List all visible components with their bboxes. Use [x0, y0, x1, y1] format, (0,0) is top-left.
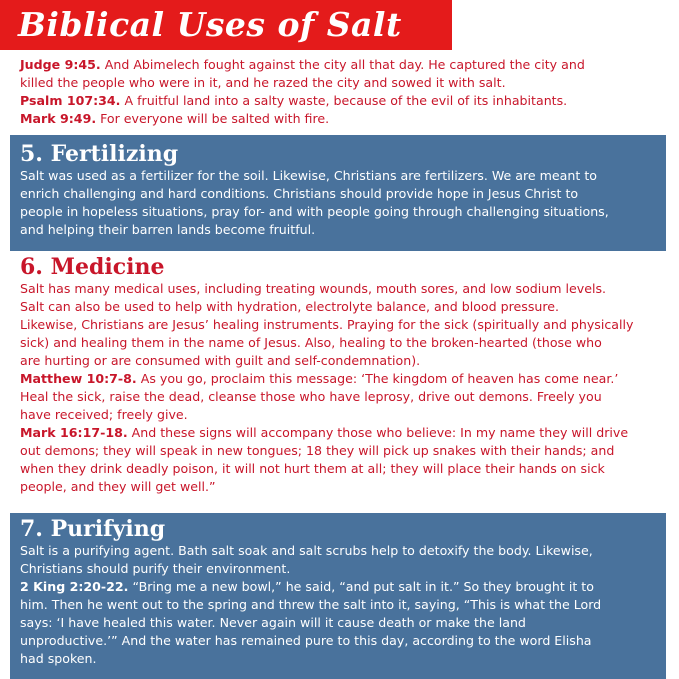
section-title: 5. Fertilizing: [20, 141, 179, 167]
section-text-line: Salt is a purifying agent. Bath salt soak and salt scrubs help to detoxify the body. Likewise,: [20, 543, 593, 558]
section-text-line: and helping their barren lands become fruitful.: [20, 222, 316, 237]
intro-references: [20, 56, 670, 128]
verse-text-line: killed the people who were in it, and he razed the city and sowed it with salt.: [20, 75, 506, 90]
verse-ref: Mark 9:49.: [20, 111, 97, 126]
section-title: 6. Medicine: [20, 254, 165, 280]
section-text-line: are hurting or are consumed with guilt and self-condemnation).: [20, 353, 421, 368]
verse-text-line: unproductive.’” And the water has remained pure to this day, according to the word Elisha: [20, 633, 592, 648]
verse-psalm: [20, 92, 670, 110]
verse-judge: [20, 56, 670, 74]
section-medicine: [20, 254, 670, 496]
verse-text-line: says: ‘I have healed this water. Never again will it cause death or make the land: [20, 615, 526, 630]
verse-kings: [20, 578, 665, 596]
verse-mark-16: [20, 424, 670, 442]
verse-text-line: had spoken.: [20, 651, 97, 666]
verse-text: And Abimelech fought against the city all that day. He captured the city and: [100, 57, 585, 72]
verse-text-line: have received; freely give.: [20, 407, 188, 422]
section-text-line: Salt was used as a fertilizer for the soil. Likewise, Christians are fertilizers. We are meant to: [20, 168, 597, 183]
verse-ref: Matthew 10:7-8.: [20, 371, 137, 386]
section-text-line: Likewise, Christians are Jesus’ healing instruments. Praying for the sick (spiritually and physically: [20, 317, 634, 332]
section-fertilizing: [10, 135, 666, 251]
verse-text-line: Heal the sick, raise the dead, cleanse those who have leprosy, drive out demons. Freely you: [20, 389, 602, 404]
verse-ref: Psalm 107:34.: [20, 93, 121, 108]
verse-mark: [20, 110, 670, 128]
verse-text-line: out demons; they will speak in new tongues; 18 they will pick up snakes with their hands; and: [20, 443, 615, 458]
section-purifying: [10, 513, 666, 679]
section-text-line: Salt has many medical uses, including treating wounds, mouth sores, and low sodium levels.: [20, 281, 607, 296]
section-title: 7. Purifying: [20, 516, 166, 542]
verse-text: As you go, proclaim this message: ‘The kingdom of heaven has come near.’: [136, 371, 619, 386]
section-text-line: sick) and healing them in the name of Jesus. Also, healing to the broken-hearted (those who: [20, 335, 602, 350]
verse-text: For everyone will be salted with fire.: [96, 111, 330, 126]
verse-text-line: when they drink deadly poison, it will not hurt them at all; they will place their hands on sick: [20, 461, 605, 476]
section-text-line: Salt can also be used to help with hydration, electrolyte balance, and blood pressure.: [20, 299, 560, 314]
verse-text: A fruitful land into a salty waste, because of the evil of its inhabitants.: [120, 93, 568, 108]
verse-ref: 2 King 2:20-22.: [20, 579, 129, 594]
title-banner: [0, 0, 452, 50]
section-text-line: enrich challenging and hard conditions. Christians should provide hope in Jesus Christ to: [20, 186, 579, 201]
verse-text: And these signs will accompany those who believe: In my name they will drive: [127, 425, 629, 440]
verse-text-line: him. Then he went out to the spring and threw the salt into it, saying, “This is what the Lord: [20, 597, 602, 612]
verse-text: “Bring me a new bowl,” he said, “and put salt in it.” So they brought it to: [128, 579, 594, 594]
page-title: Biblical Uses of Salt: [18, 5, 402, 44]
section-text-line: Christians should purify their environment.: [20, 561, 291, 576]
verse-ref: Mark 16:17-18.: [20, 425, 128, 440]
verse-ref: Judge 9:45.: [20, 57, 101, 72]
verse-text-line: people, and they will get well.”: [20, 479, 216, 494]
section-text-line: people in hopeless situations, pray for- and with people going through challenging situations,: [20, 204, 609, 219]
verse-matthew: [20, 370, 670, 388]
